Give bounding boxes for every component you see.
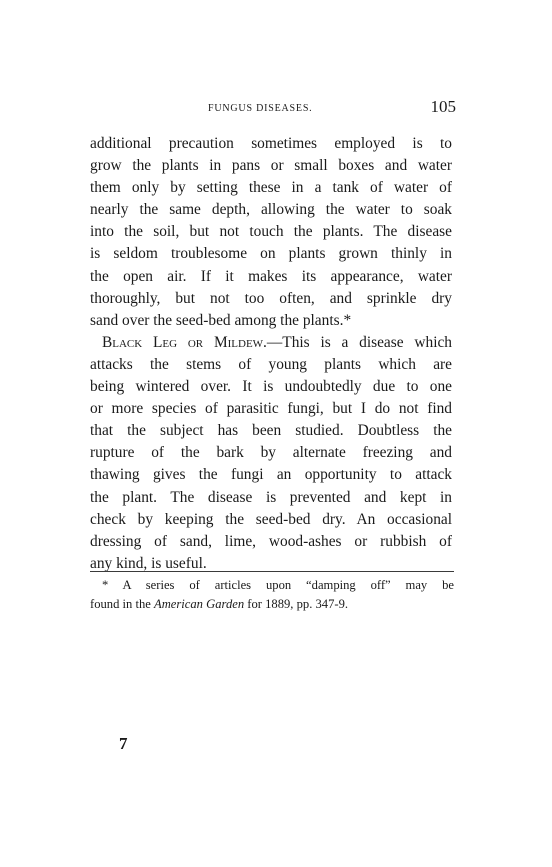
footnote-rule bbox=[90, 571, 454, 572]
section-heading: Black Leg or Mildew. bbox=[102, 333, 267, 351]
text-line: rupture of the bark by alternate freezing and bbox=[90, 444, 452, 462]
text-line: nearly the same depth, allowing the water to soak bbox=[90, 201, 452, 219]
section-heading-rest: —This is a disease which bbox=[266, 333, 452, 351]
text-line: that the subject has been studied. Doubtless the bbox=[90, 422, 452, 440]
text-line: sand over the seed-bed among the plants.* bbox=[90, 311, 352, 329]
body-text bbox=[90, 133, 452, 575]
page-number: 105 bbox=[430, 97, 456, 116]
footnote-publication-title: American Garden bbox=[154, 597, 245, 611]
footnote-line bbox=[90, 595, 454, 614]
signature-mark: 7 bbox=[119, 734, 128, 753]
footnote-line: * A series of articles upon “damping off” may be bbox=[102, 578, 454, 592]
footnote-text: found in the bbox=[90, 597, 155, 611]
text-line: the open air. If it makes its appearance, water bbox=[90, 267, 452, 285]
text-line: check by keeping the seed-bed dry. An occasional bbox=[90, 510, 452, 528]
text-line: dressing of sand, lime, wood-ashes or rubbish of bbox=[90, 532, 452, 550]
text-line: the plant. The disease is prevented and kept in bbox=[90, 488, 452, 506]
text-line: being wintered over. It is undoubtedly due to one bbox=[90, 378, 452, 396]
text-line: any kind, is useful. bbox=[90, 554, 207, 572]
running-head bbox=[90, 97, 464, 119]
text-line: grow the plants in pans or small boxes and water bbox=[90, 157, 452, 175]
footnote bbox=[90, 576, 454, 614]
text-line: attacks the stems of young plants which are bbox=[90, 355, 452, 373]
text-line: additional precaution sometimes employed is to bbox=[90, 135, 452, 152]
text-line: them only by setting these in a tank of water of bbox=[90, 179, 452, 197]
footnote-text: for 1889, pp. 347-9. bbox=[244, 597, 349, 611]
text-line: thawing gives the fungi an opportunity to attack bbox=[90, 466, 452, 484]
running-title: FUNGUS DISEASES. bbox=[208, 103, 313, 114]
section-heading-line bbox=[90, 332, 452, 354]
text-line: thoroughly, but not too often, and sprinkle dry bbox=[90, 289, 452, 307]
text-line: into the soil, but not touch the plants. The disease bbox=[90, 223, 452, 241]
text-line: or more species of parasitic fungi, but I do not find bbox=[90, 400, 452, 418]
text-line: is seldom troublesome on plants grown thinly in bbox=[90, 245, 452, 263]
